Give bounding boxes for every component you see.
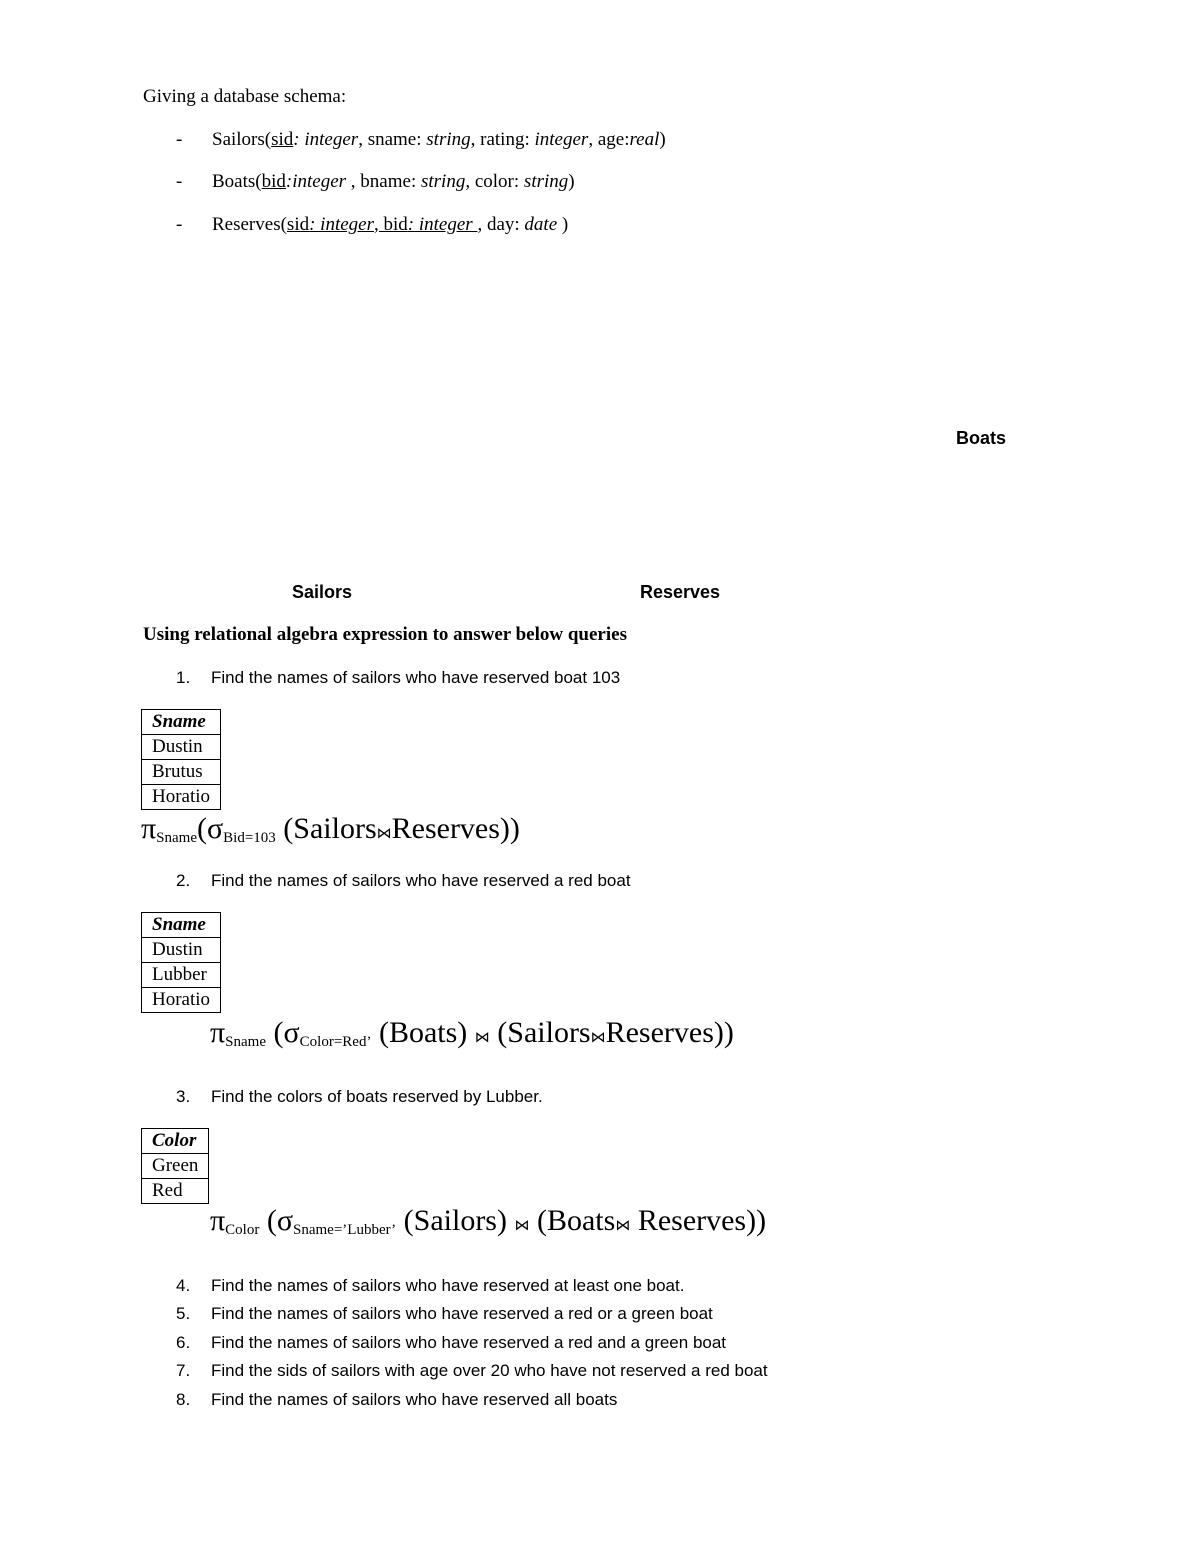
schema-sailors: - Sailors(sid: integer, sname: string, rating: integer, age:real): [176, 129, 666, 150]
intro-text: Giving a database schema:: [143, 86, 347, 107]
question-6: 6. Find the names of sailors who have reserved a red and a green boat: [176, 1333, 727, 1352]
result-table-q2: [141, 912, 221, 1013]
table-cell: Red: [142, 1179, 209, 1204]
join-symbol: ⋈: [474, 1030, 490, 1046]
question-3: 3. Find the colors of boats reserved by Lubber.: [176, 1087, 543, 1106]
table-cell: Horatio: [142, 988, 221, 1013]
caption-reserves: Reserves: [640, 582, 721, 602]
table-cell: Horatio: [142, 785, 221, 810]
join-symbol: ⋈: [615, 1218, 631, 1234]
expression-q3: $\pi_{Color}$ ($\sigma_{Sname=’Lubber’}$ (Sailors) ⋈ (Boats⋈ Reserves)): [210, 1204, 767, 1238]
table-cell: Dustin: [142, 938, 221, 963]
table-header: Sname: [142, 710, 221, 735]
schema-reserves: - Reserves(sid: integer, bid: integer , day: date ): [176, 214, 569, 235]
table-cell: Lubber: [142, 963, 221, 988]
expression-q1: $\pi_{Sname}(\sigma_{Bid=103}$ (Sailors⋈Reserves)): [141, 812, 520, 846]
join-symbol: ⋈: [514, 1218, 530, 1234]
caption-sailors: Sailors: [292, 582, 353, 602]
table-cell: Brutus: [142, 760, 221, 785]
schema-boats: - Boats(bid:integer , bname: string, color: string): [176, 171, 575, 192]
question-5: 5. Find the names of sailors who have reserved a red or a green boat: [176, 1304, 713, 1323]
section-heading: Using relational algebra expression to answer below queries: [143, 624, 627, 645]
expression-q2: $\pi_{Sname}$ ($\sigma_{Color=Red’}$ (Boats) ⋈ (Sailors⋈Reserves)): [210, 1016, 734, 1050]
result-table-q3: [141, 1128, 209, 1204]
join-symbol: ⋈: [376, 826, 392, 842]
question-4: 4. Find the names of sailors who have reserved at least one boat.: [176, 1276, 685, 1295]
table-cell: Dustin: [142, 735, 221, 760]
question-7: 7. Find the sids of sailors with age over 20 who have not reserved a red boat: [176, 1361, 768, 1380]
table-header: Color: [142, 1129, 209, 1154]
table-header: Sname: [142, 913, 221, 938]
caption-boats: Boats: [956, 428, 1007, 448]
join-symbol: ⋈: [590, 1030, 606, 1046]
question-1: 1. Find the names of sailors who have reserved boat 103: [176, 668, 621, 687]
question-8: 8. Find the names of sailors who have reserved all boats: [176, 1390, 618, 1409]
table-cell: Green: [142, 1154, 209, 1179]
question-2: 2. Find the names of sailors who have reserved a red boat: [176, 871, 631, 890]
result-table-q1: [141, 709, 221, 810]
